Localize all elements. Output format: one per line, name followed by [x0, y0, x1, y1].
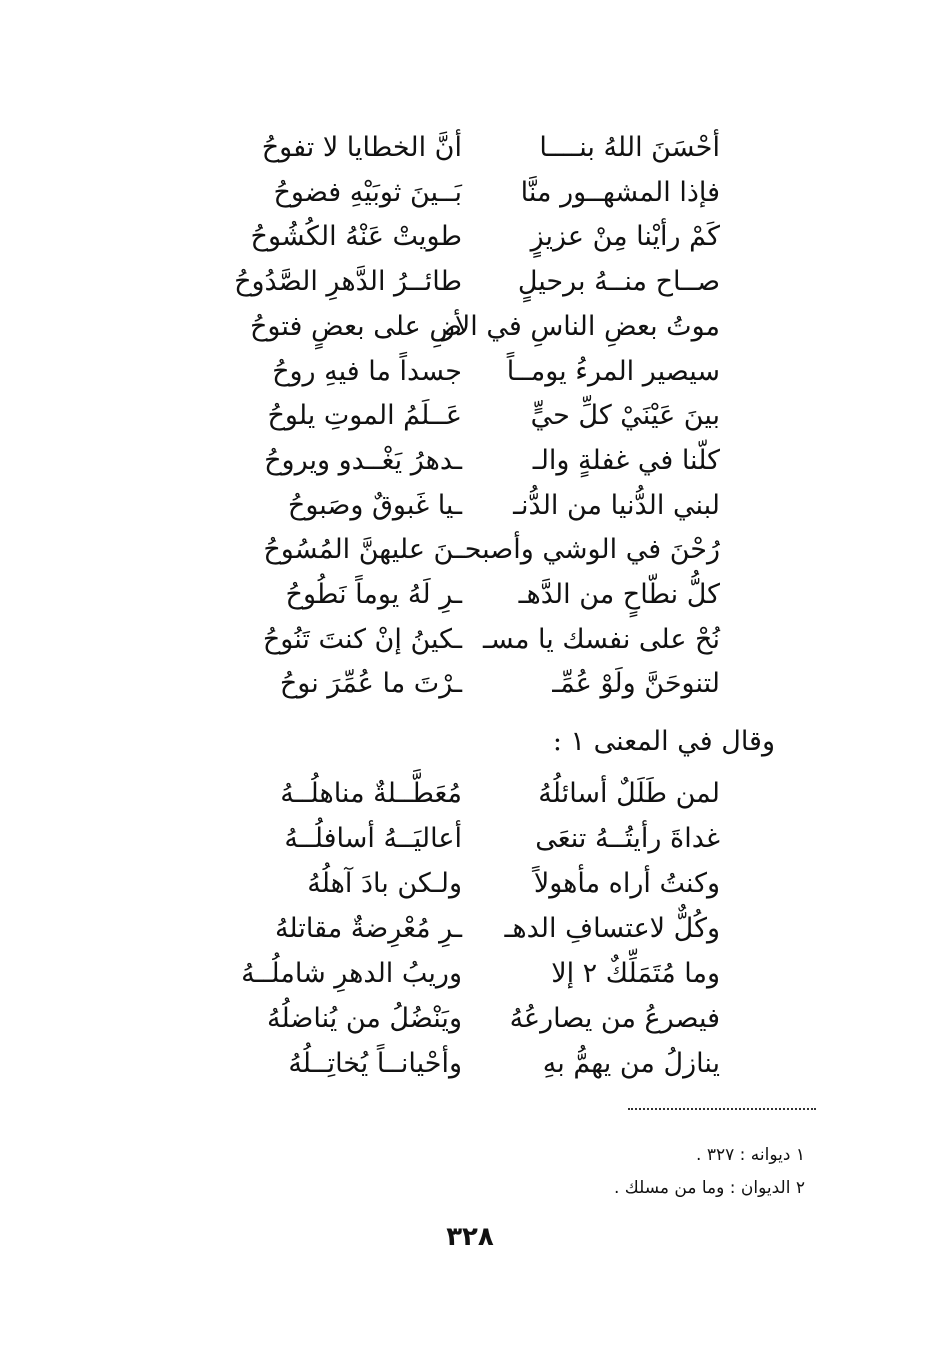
verse-first-hemistich: كلّنا في غفلةٍ والـ: [532, 444, 720, 476]
verse-second-hemistich: ضِ على بعضٍ فتوحُ: [250, 310, 462, 342]
verse-second-hemistich: أنَّ الخطايا لا تفوحُ: [261, 132, 462, 163]
verse-first-hemistich: وكُلٌّ لاعتسافِ الدهـ: [504, 913, 720, 944]
verse-first-hemistich: لمن طَلَلٌ أسائلُهُ: [538, 778, 720, 809]
verse-second-hemistich: طائــرُ الدَّهرِ الصَّدُوحُ: [234, 266, 462, 298]
verse-second-hemistich: مُعَطَّــلةٌ مناهلُــهُ: [280, 778, 462, 809]
verse-second-hemistich: ـيا غَبوقٌ وصَبوحُ: [287, 489, 462, 521]
verse-first-hemistich: فيصرعُ من يصارعُهُ: [509, 1003, 720, 1034]
verse-second-hemistich: ويَنْضُلُ من يُناضلُهُ: [267, 1003, 462, 1034]
verse-second-hemistich: وأحْيانــاً يُخاتِــلُهُ: [288, 1048, 462, 1079]
verse-first-hemistich: كلُّ نطّاحٍ من الدَّهـ: [518, 579, 720, 610]
verse-first-hemistich: وما مُتَمَلِّكٌ ٢ إلا: [551, 958, 720, 989]
verse-first-hemistich: فإذا المشهــور منَّا: [520, 176, 720, 208]
verse-first-hemistich: صــاح منــهُ برحيلٍ: [517, 266, 720, 298]
verse-first-hemistich: بينَ عَيْنَيْ كلِّ حيٍّ: [530, 400, 720, 432]
verse-first-hemistich: سيصير المرءُ يومــاً: [506, 355, 720, 387]
verse-second-hemistich: وريبُ الدهرِ شاملُــهُ: [241, 958, 462, 989]
footnote-2: ٢ الديوان : وما من مسلك .: [613, 1178, 805, 1198]
verse-second-hemistich: ـرِ لَهُ يوماً نَطُوحُ: [285, 579, 462, 610]
verse-first-hemistich: لتنوحَنَّ ولَوْ عُمِّـ: [552, 668, 720, 700]
verse-second-hemistich: ـدهرُ يَغْــدو ويروحُ: [264, 444, 462, 476]
verse-second-hemistich: ـرِ مُعْرِضةٌ مقاتلهُ: [274, 913, 462, 944]
verse-second-hemistich: أعاليَــهُ أسافلُــهُ: [284, 823, 462, 854]
verse-second-hemistich: جسداً ما فيهِ روحُ: [272, 355, 462, 387]
footnote-1: ١ ديوانه : ٣٢٧ .: [696, 1145, 805, 1165]
verse-first-hemistich: كَمْ رأيْنا مِنْ عزيزٍ: [530, 221, 720, 253]
verse-first-hemistich: رُحْنَ في الوشي وأصبحـ: [456, 534, 720, 566]
verse-first-hemistich: لبني الدُّنيا من الدُّنـ: [513, 489, 720, 521]
verse-first-hemistich: نُحْ على نفسك يا مسـ: [482, 623, 720, 655]
verse-first-hemistich: أحْسَنَ اللهُ بنــــا: [539, 132, 720, 163]
verse-first-hemistich: موتُ بعضِ الناسِ في الأر: [441, 310, 720, 342]
footnote-divider: [628, 1108, 816, 1110]
verse-second-hemistich: طويتْ عَنْهُ الكُشُوحُ: [250, 221, 462, 253]
verse-first-hemistich: ينازلُ من يهمُّ بهِ: [542, 1048, 720, 1079]
verse-second-hemistich: عَــلَمُ الموتِ يلوحُ: [267, 400, 462, 432]
verse-second-hemistich: ـنَ عليهنَّ المُسُوحُ: [263, 534, 462, 566]
verse-second-hemistich: ـرْتَ ما عُمِّرَ نوحُ: [279, 668, 462, 700]
section-heading: وقال في المعنى ١ :: [552, 726, 775, 757]
verse-second-hemistich: بَــينَ ثوبَيْهِ فضوحُ: [273, 176, 462, 208]
verse-first-hemistich: وكنتُ أراه مأهولاً: [533, 868, 720, 899]
verse-second-hemistich: ـكينُ إنْ كنتَ تَنُوحُ: [262, 623, 462, 655]
verse-second-hemistich: ولـكن بادَ آهلُهُ: [307, 868, 462, 899]
verse-first-hemistich: غداةَ رأيتُــهُ تنعَى: [535, 823, 720, 854]
page-number: ٣٢٨: [446, 1222, 494, 1252]
